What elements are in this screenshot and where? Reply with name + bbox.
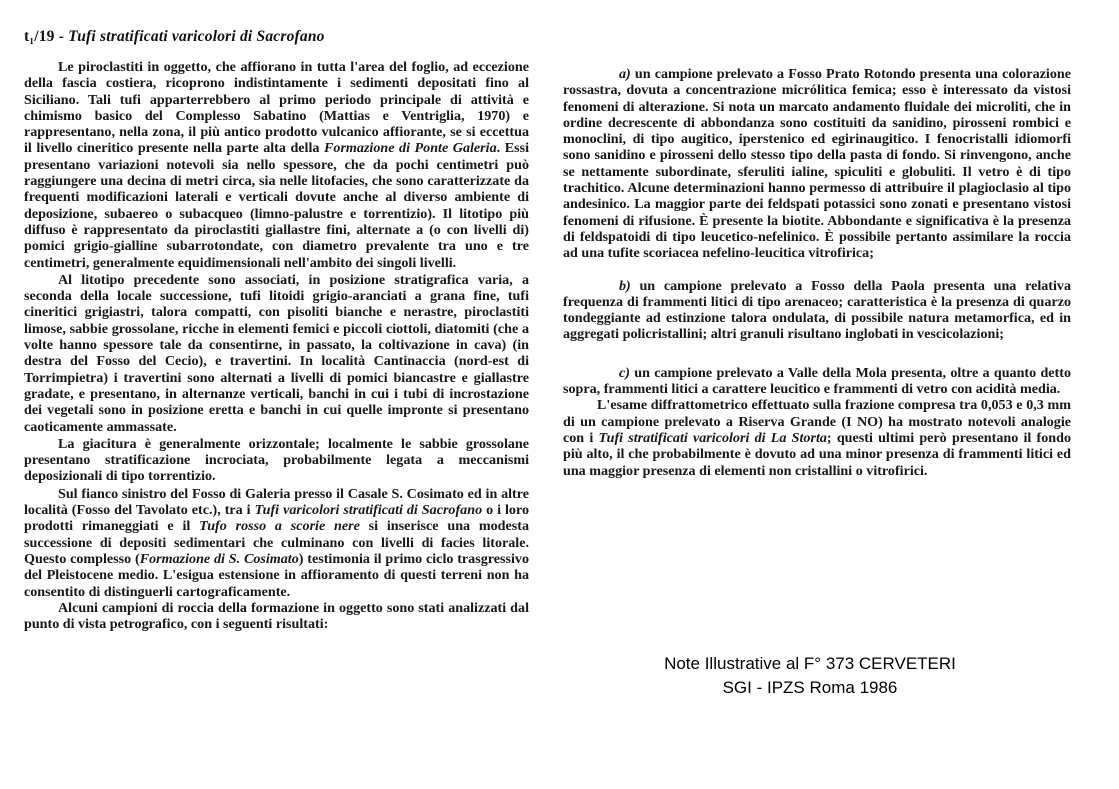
galeria-text-a: Sul fianco sinistro del Fosso di Galeria presso il Casale S. Cosimato ed in altre località (Fosso del Tavolato etc.), tra i <box>24 485 529 519</box>
source-note-line2: SGI - IPZS Roma 1986 <box>722 678 898 697</box>
sample-c-label: c) <box>619 364 630 381</box>
sample-c <box>563 365 1071 398</box>
sample-a <box>563 66 1071 262</box>
paragraph-litotipo: Al litotipo precedente sono associati, in posizione stratigrafica varia, a seconda della locale successione, tufi litoidi grigio-aranciati a grana fine, tufi cineritici grigiastri, talora compatti, con pisoliti bianche e nerastre, piroclastiti limose, sabbie grossolane, ricche in elementi femici e piccoli ciottoli, diatomiti (che a volte hanno spessore tale da consentirne, in passato, la coltivazione in cava) (in destra del Fosso del Cecio), e travertini. In località Cantinaccia (nord-est di Torrimpietra) i travertini sono alternati a livelli di pomici biancastre e giallastre gradate, e presentano, in alternanze verticali, banchi in cui i tubi di incrostazione dei vegetali sono in posizione eretta e banchi in cui quelle impronte si presentano caoticamente ammassate. <box>24 271 529 435</box>
left-column <box>24 59 529 632</box>
diffrattometrico-text-a: L'esame diffrattometrico effettuato sulla frazione compresa tra 0,053 e 0,3 mm di un campione prelevato a Riserva Grande (I NO) ha mostrato notevoli analogie con i <box>563 397 1071 446</box>
diffrattometrico-text-b: ; questi ultimi però presentano il fondo più alto, il che probabilmente è dovuto ad una minor presenza di frammenti litici ed una maggior presenza di elementi non cristallini o vitrofirici. <box>563 429 1071 479</box>
sample-a-text: un campione prelevato a Fosso Prato Rotondo presenta una colorazione rossastra, dovuta a concentrazione micrólitica femica; esso è interessato da vistosi fenomeni di alterazione. Si nota un marcato andamento fluidale dei microliti, che in ordine decrescente di abbondanza sono costituiti da sanidino, pirosseni rombici e monoclini, di tipo augitico, iperstenico ed egirinaugitico. I fenocristalli idiomorfi sono sanidino e pirosseni dello stesso tipo della pasta di fondo. Si rinvengono, anche se nettamente subordinate, sferuliti ialine, spiculiti e globuliti. Il vetro è di tipo trachitico. Alcune determinazioni hanno permesso di attribuire il plagioclasio al tipo andesinico. La maggior parte dei feldspati potassici sono zonati e presentano vistosi fenomeni di rifusione. È presente la biotite. Abbondante e significativa è la presenza di feldspatoidi di tipo leucetico-nefelinico. È possibile pertanto assimilare la roccia ad una tufite scoriacea nefelino-leucitica vitrofirica; <box>563 66 1071 262</box>
paragraph-intro-text: Le piroclastiti in oggetto, che affiorano in tutta l'area del foglio, ad eccezione della fascia costiera, ricoprono indistintamente i sedimenti depositati fino al Siciliano. Tali tufi apparterrebbero al primo periodo principale di attività e chimismo basico del Complesso Sabatino (Mattias e Ventriglia, 1970) e rappresentano, nella zona, il più antico prodotto vulcanico affiorante, se si eccettua il livello cineritico presente nella parte alta della <box>24 59 529 157</box>
formation-ref-ponte-galeria: Formazione di Ponte Galeria <box>324 140 497 157</box>
formation-ref-cosimato: Formazione di S. Cosimato <box>139 550 299 567</box>
paragraph-giacitura: La giacitura è generalmente orizzontale; localmente le sabbie grossolane presentano stratificazione incrociata, probabilmente legata a meccanismi deposizionali di tipo torrentizio. <box>24 435 529 485</box>
paragraph-intro <box>24 59 529 271</box>
source-note-line1: Note Illustrative al F° 373 CERVETERI <box>664 654 956 673</box>
sample-b <box>563 278 1071 343</box>
formation-ref-sacrofano: Tufi varicolori stratificati di Sacrofano <box>254 502 483 519</box>
galeria-text-d: ) testimonia il primo ciclo trasgressivo del Pleistocene medio. L'esigua estensione in affioramento di questi terreni non ha consentito di distinguerli cartograficamente. <box>24 550 529 600</box>
paragraph-campioni: Alcuni campioni di roccia della formazione in oggetto sono stati analizzati dal punto di vista petrografico, con i seguenti risultati: <box>24 599 529 633</box>
right-column <box>563 66 1071 479</box>
sample-c-text: un campione prelevato a Valle della Mola presenta, oltre a quanto detto sopra, frammenti litici a carattere leucitico e frammenti di vetro con acidità media. <box>563 364 1071 398</box>
page-header <box>24 28 325 46</box>
sample-b-label: b) <box>619 277 631 294</box>
header-separator: - <box>54 28 69 45</box>
galeria-text-b: o i loro prodotti rimaneggiati e il <box>24 502 530 535</box>
paragraph-galeria <box>24 486 529 600</box>
source-note <box>600 652 1020 700</box>
formation-ref-tufo-rosso: Tufo rosso a scorie nere <box>199 518 360 535</box>
sample-a-label: a) <box>619 66 631 82</box>
formation-code: t₁/19 <box>24 28 55 45</box>
formation-ref-la-storta: Tufi stratificati varicolori di La Storta <box>598 429 827 446</box>
galeria-text-c: si inserisce una modesta successione di depositi sedimentari che culminano con livelli di facies litorale. Questo complesso ( <box>24 518 529 567</box>
paragraph-intro-end: . Essi presentano variazioni notevoli sia nello spessore, che da pochi centimetri può raggiungere una decina di metri circa, sia nelle litofacies, che sono caratterizzate da frequenti modificazioni laterali e verticali dovute anche al diverso ambiente di deposizione, subaereo o subacqueo (limno-palustre e torrentizio). Il litotipo più diffuso è rappresentato da piroclastiti giallastre fini, alternate a (o con livelli di) pomici grigio-gialline subarrotondate, con diametro prevalente tra uno e tre centimetri, generalmente equidimensionali nell'ambito dei singoli livelli. <box>24 140 529 271</box>
sample-b-text: un campione prelevato a Fosso della Paola presenta una relativa frequenza di frammenti litici di tipo arenaceo; caratteristica è la presenza di quarzo tondeggiante ad estinzione talora ondulata, di possibile natura metamorfica, ed in aggregati policristallini; altri granuli risultano inglobati in vescicolazioni; <box>563 277 1071 343</box>
formation-title: Tufi stratificati varicolori di Sacrofano <box>68 28 325 45</box>
paragraph-diffrattometrico <box>563 397 1071 478</box>
